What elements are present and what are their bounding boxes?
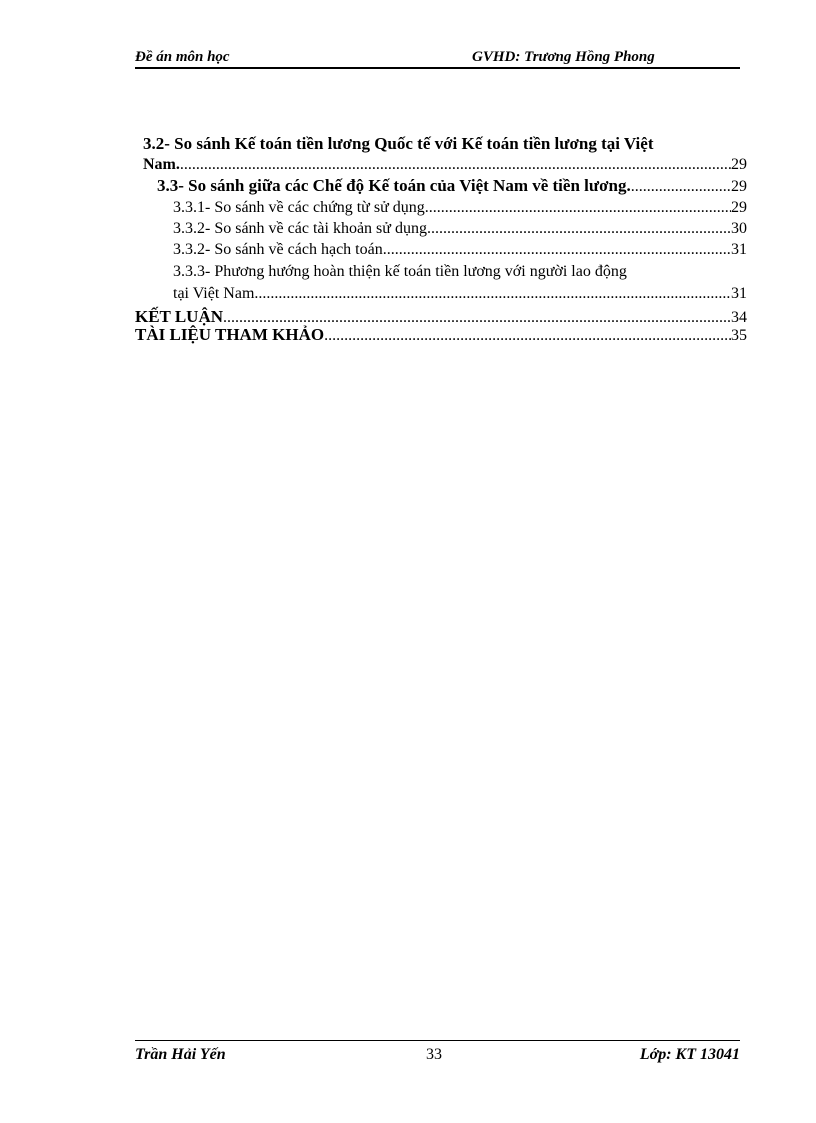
toc-item-3-3-2b-label: 3.3.2- So sánh về cách hạch toán — [173, 241, 383, 258]
toc-item-3-3-1-label: 3.3.1- So sánh về các chứng từ sử dụng — [173, 199, 425, 216]
toc-item-3-3-3-line2: tại Việt Nam — [173, 285, 255, 302]
page-footer — [135, 1040, 740, 1071]
toc-item-3-2[interactable] — [143, 155, 747, 175]
footer-page-number: 33 — [426, 1046, 442, 1063]
toc-page-number: 34 — [731, 309, 747, 326]
toc-item-3-3-3[interactable] — [173, 284, 747, 304]
toc-page-number: 29 — [731, 156, 747, 173]
toc-leader-dots — [427, 219, 731, 239]
toc-item-3-3-2b[interactable] — [173, 240, 747, 260]
header-supervisor: GVHD: Trương Hồng Phong — [472, 49, 655, 65]
toc-leader-dots — [631, 177, 731, 197]
header-course-title: Đề án môn học — [135, 49, 230, 65]
page-header — [135, 49, 740, 69]
toc-page-number: 29 — [731, 199, 747, 216]
toc-leader-dots — [383, 240, 731, 260]
toc-leader-dots — [180, 155, 731, 175]
toc-leader-dots — [254, 284, 731, 304]
toc-conclusion-label: KẾT LUẬN — [135, 307, 224, 326]
toc-references[interactable] — [135, 325, 747, 346]
toc-item-3-3-2a-label: 3.3.2- So sánh về các tài khoản sử dụng — [173, 220, 427, 237]
toc-references-label: TÀI LIỆU THAM KHẢO — [135, 325, 325, 344]
toc-leader-dots — [324, 326, 731, 346]
toc-page-number: 31 — [731, 241, 747, 258]
footer-author: Trần Hải Yến — [135, 1046, 226, 1063]
toc-page-number: 29 — [731, 178, 747, 195]
toc-leader-dots — [425, 198, 731, 218]
toc-page-number: 30 — [731, 220, 747, 237]
toc-item-3-2-line1: 3.2- So sánh Kế toán tiền lương Quốc tế với Kế toán tiền lương tại Việt — [143, 134, 654, 153]
toc-item-3-3-2a[interactable] — [173, 219, 747, 239]
toc-item-3-2-line2: Nam. — [143, 156, 180, 173]
toc-item-3-3[interactable] — [157, 176, 747, 197]
toc-page-number: 31 — [731, 285, 747, 302]
toc-item-3-3-3-line1: 3.3.3- Phương hướng hoàn thiện kế toán tiền lương với người lao động — [173, 263, 627, 280]
toc-page-number: 35 — [731, 327, 747, 344]
toc-item-3-3-label: 3.3- So sánh giữa các Chế độ Kế toán của Việt Nam về tiền lương. — [157, 176, 631, 195]
toc-item-3-3-1[interactable] — [173, 198, 747, 218]
footer-class: Lớp: KT 13041 — [639, 1046, 740, 1063]
